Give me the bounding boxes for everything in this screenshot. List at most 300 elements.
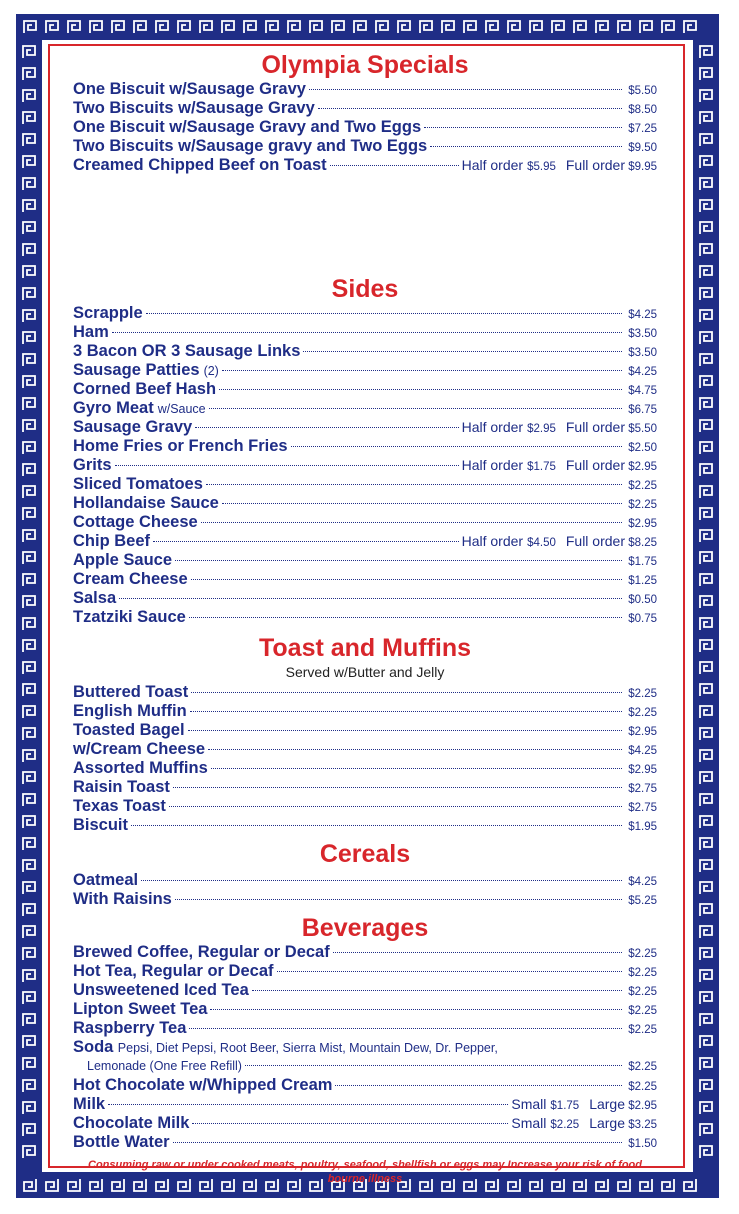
item-name: Scrapple [73,304,143,322]
item-price: $8.50 [628,104,657,116]
item-description-cont: Lemonade (One Free Refill) [87,1059,242,1073]
leader-dots [141,880,622,881]
menu-item-brewed-coffee-regular-or-decaf [73,943,657,962]
leader-dots [175,560,622,561]
greek-key-motif [660,19,676,35]
greek-key-motif [176,1177,192,1193]
greek-key-motif [21,220,37,236]
item-name: 3 Bacon OR 3 Sausage Links [73,342,301,360]
half-order-label: Half order [461,419,524,435]
leader-dots [309,89,622,90]
menu-item-unsweetened-iced-tea [73,981,657,1000]
menu-item-hot-tea-regular-or-decaf [73,962,657,981]
item-price: $2.95 [628,518,657,530]
greek-key-motif [21,594,37,610]
half-order [462,156,625,177]
greek-key-motif [698,902,714,918]
half-order-price: $1.75 [527,461,556,473]
greek-key-motif [698,330,714,346]
small-price: $2.25 [550,1119,580,1131]
item-name: Unsweetened Iced Tea [73,981,249,999]
greek-key-motif [21,484,37,500]
item-name: Raspberry Tea [73,1019,187,1037]
menu-item-raisin-toast [73,778,657,797]
item-price: $2.25 [628,948,657,960]
greek-key-motif [21,968,37,984]
greek-key-motif [21,132,37,148]
greek-key-motif [21,1012,37,1028]
greek-key-motif [550,1177,566,1193]
greek-key-motif [698,220,714,236]
greek-key-motif [698,682,714,698]
greek-key-motif [21,286,37,302]
greek-key-motif [698,308,714,324]
leader-dots [291,446,622,447]
item-name: Oatmeal [73,871,139,889]
greek-key-motif [198,19,214,35]
leader-dots [153,541,459,542]
greek-key-motif [198,1177,214,1193]
item-name: Cottage Cheese [73,513,198,531]
greek-key-motif [21,418,37,434]
greek-key-motif [21,1100,37,1116]
menu-item-3-bacon-or-3-sausage-links [73,342,657,361]
leader-dots [115,465,459,466]
leader-dots [108,1104,508,1105]
item-price: $4.25 [628,366,657,378]
greek-key-motif [698,264,714,280]
leader-dots [252,990,622,991]
leader-dots [131,825,622,826]
item-price: $6.75 [628,404,657,416]
menu-item-salsa [73,589,657,608]
greek-key-motif [21,264,37,280]
greek-key-motif [484,19,500,35]
greek-key-motif [698,1056,714,1072]
item-price: $3.50 [628,347,657,359]
item-name: English Muffin [73,702,187,720]
greek-key-motif [21,1144,37,1160]
greek-key-motif [21,352,37,368]
greek-key-motif [506,19,522,35]
greek-key-motif [21,792,37,808]
large-price: $3.25 [628,1119,657,1131]
menu-item-tzatziki-sauce [73,608,657,627]
item-price: $2.75 [628,783,657,795]
full-order-price: $2.95 [628,461,657,473]
menu-item-biscuit [73,816,657,835]
small-size [511,1114,625,1135]
greek-key-motif [698,924,714,940]
greek-key-motif [698,418,714,434]
menu-content [73,50,657,1185]
greek-key-motif [21,1056,37,1072]
greek-key-motif [242,1177,258,1193]
greek-key-motif [21,616,37,632]
menu-item-assorted-muffins [73,759,657,778]
item-price: $0.75 [628,613,657,625]
large-label: Large [589,1096,625,1112]
beverages-list-2 [73,1076,657,1152]
food-safety-disclaimer: Consuming raw or under cooked meats, poultry, seafood, shellfish or eggs may Increase your risk of food bourne illness [88,1159,642,1185]
small-label: Small [511,1096,547,1112]
greek-key-motif [698,704,714,720]
greek-key-motif [572,1177,588,1193]
item-price: $2.25 [628,1024,657,1036]
item-price: $2.25 [628,688,657,700]
full-order-price: $8.25 [628,537,657,549]
menu-item-creamed-chipped-beef-on-toast [73,156,657,175]
item-name: Soda [73,1038,114,1056]
greek-key-motif [176,19,192,35]
greek-key-motif [21,660,37,676]
leader-dots [192,1123,508,1124]
greek-key-motif [698,286,714,302]
menu-item-soda [73,1038,657,1057]
greek-key-motif [21,572,37,588]
greek-key-motif [21,440,37,456]
greek-key-motif [698,660,714,676]
menu-item-toasted-bagel [73,721,657,740]
greek-key-motif [21,242,37,258]
half-order-price: $4.50 [527,537,556,549]
greek-key-motif [154,1177,170,1193]
greek-key-motif [698,1012,714,1028]
greek-key-motif [220,1177,236,1193]
section-title-toast: Toast and Muffins [258,634,472,662]
leader-dots [208,749,622,750]
greek-key-motif [660,1177,676,1193]
item-name: One Biscuit w/Sausage Gravy and Two Eggs [73,118,422,136]
greek-key-motif [418,1177,434,1193]
leader-dots [190,711,622,712]
greek-key-motif [286,19,302,35]
greek-key-motif [110,1177,126,1193]
greek-key-motif [21,858,37,874]
leader-dots [146,313,622,314]
menu-item-sausage-gravy [73,418,657,437]
greek-key-motif [698,1122,714,1138]
leader-dots [330,165,459,166]
item-name: Creamed Chipped Beef on Toast [73,156,327,174]
greek-key-motif [698,154,714,170]
greek-key-motif [698,462,714,478]
menu-item-oatmeal [73,871,657,890]
item-name: Assorted Muffins [73,759,208,777]
item-price: $2.50 [628,442,657,454]
greek-key-motif [154,19,170,35]
leader-dots [173,1142,622,1143]
leader-dots [209,408,622,409]
item-name: Sausage Gravy [73,418,193,436]
full-order-label: Full order [565,457,625,473]
beverages-list [73,943,657,1038]
greek-key-motif [21,924,37,940]
menu-item-gyro-meat [73,399,657,418]
greek-key-motif [21,704,37,720]
greek-key-motif [21,880,37,896]
leader-dots [189,617,622,618]
item-name: Biscuit [73,816,129,834]
greek-key-motif [110,19,126,35]
greek-key-motif [88,19,104,35]
greek-key-motif [698,792,714,808]
greek-key-motif [21,88,37,104]
menu-item-bottle-water [73,1133,657,1152]
greek-key-motif [682,1177,698,1193]
leader-dots [430,146,622,147]
menu-item-english-muffin [73,702,657,721]
leader-dots [222,503,622,504]
greek-key-motif [308,1177,324,1193]
greek-key-motif [418,19,434,35]
full-order-price: $5.50 [628,423,657,435]
greek-key-motif [132,19,148,35]
full-order-label: Full order [565,157,625,173]
item-description: Pepsi, Diet Pepsi, Root Beer, Sierra Mist, Mountain Dew, Dr. Pepper, [117,1041,498,1055]
item-price: $1.95 [628,821,657,833]
menu-item-lipton-sweet-tea [73,1000,657,1019]
greek-key-motif [21,66,37,82]
leader-dots [303,351,622,352]
half-order-price: $2.95 [527,423,556,435]
full-order-price: $9.95 [628,161,657,173]
greek-key-motif [21,990,37,1006]
greek-key-motif [698,1100,714,1116]
item-name: One Biscuit w/Sausage Gravy [73,80,306,98]
greek-key-motif [698,66,714,82]
leader-dots [219,389,622,390]
greek-key-motif [21,154,37,170]
half-order [462,456,625,477]
greek-key-motif [21,176,37,192]
greek-key-motif [21,726,37,742]
greek-key-motif [21,396,37,412]
item-name: Salsa [73,589,117,607]
section-title-cereals: Cereals [319,840,411,868]
greek-key-motif [698,374,714,390]
greek-key-motif [572,19,588,35]
item-price: $4.25 [628,309,657,321]
full-order-label: Full order [565,533,625,549]
greek-key-motif [21,44,37,60]
item-name: Hot Chocolate w/Whipped Cream [73,1076,333,1094]
greek-key-motif [21,1122,37,1138]
full-order-label: Full order [565,419,625,435]
menu-item-one-biscuit-w-sausage-gravy-and-two-eggs [73,118,657,137]
greek-key-motif [264,1177,280,1193]
item-name: Cream Cheese [73,570,188,588]
item-price: $0.50 [628,594,657,606]
greek-key-motif [698,132,714,148]
greek-key-motif [66,1177,82,1193]
leader-dots [195,427,458,428]
greek-key-motif [698,484,714,500]
greek-key-motif [638,1177,654,1193]
leader-dots [201,522,622,523]
half-order-label: Half order [461,157,524,173]
item-price: $1.25 [628,575,657,587]
greek-key-motif [698,726,714,742]
item-name: Corned Beef Hash [73,380,217,398]
menu-item-two-biscuits-w-sausage-gravy-and-two-eggs [73,137,657,156]
greek-key-motif [308,19,324,35]
item-price: $2.25 [628,1081,657,1093]
sides-list [73,304,657,627]
greek-key-motif [66,19,82,35]
greek-key-motif [21,748,37,764]
menu-item-chocolate-milk [73,1114,657,1133]
item-name: Tzatziki Sauce [73,608,186,626]
greek-key-motif [396,19,412,35]
menu-item-two-biscuits-w-sausage-gravy [73,99,657,118]
item-name: w/Cream Cheese [73,740,206,758]
greek-key-motif [21,1078,37,1094]
menu-item-hot-chocolate-w-whipped-cream [73,1076,657,1095]
item-price: $2.95 [628,764,657,776]
item-name: Apple Sauce [73,551,173,569]
greek-key-motif [21,308,37,324]
leader-dots [191,692,622,693]
item-note: w/Sauce [157,402,206,416]
item-name: Gyro Meat [73,399,154,417]
small-size [511,1095,625,1116]
item-name: Sliced Tomatoes [73,475,203,493]
greek-key-motif [21,462,37,478]
greek-key-motif [374,19,390,35]
greek-key-motif [698,990,714,1006]
greek-key-motif [698,44,714,60]
section-subtitle-toast: Served w/Butter and Jelly [285,664,445,680]
toast-list [73,683,657,835]
greek-key-motif [22,19,38,35]
item-name: Home Fries or French Fries [73,437,288,455]
leader-dots [333,952,622,953]
greek-key-motif [22,1177,38,1193]
leader-dots [173,787,622,788]
section-title-specials: Olympia Specials [261,51,469,79]
item-note: (2) [203,364,219,378]
item-name: Grits [73,456,112,474]
item-name: Hollandaise Sauce [73,494,219,512]
large-label: Large [589,1115,625,1131]
section-title-beverages: Beverages [301,914,429,942]
greek-key-motif [698,176,714,192]
leader-dots [206,484,622,485]
greek-key-motif [462,19,478,35]
item-price: $2.75 [628,802,657,814]
greek-key-motif [698,616,714,632]
item-price: $4.75 [628,385,657,397]
greek-key-motif [506,1177,522,1193]
small-label: Small [511,1115,547,1131]
item-name: Milk [73,1095,106,1113]
greek-key-motif [698,242,714,258]
item-name: With Raisins [73,890,172,908]
greek-key-motif [21,814,37,830]
leader-dots [189,1028,622,1029]
menu-item-one-biscuit-w-sausage-gravy [73,80,657,99]
menu-item-corned-beef-hash [73,380,657,399]
item-price: $3.50 [628,328,657,340]
item-name: Raisin Toast [73,778,170,796]
greek-key-motif [638,19,654,35]
section-title-sides: Sides [331,275,399,303]
item-price: $2.25 [628,707,657,719]
leader-dots [191,579,622,580]
greek-key-motif [550,19,566,35]
menu-item-sliced-tomatoes [73,475,657,494]
greek-key-motif [698,198,714,214]
item-price: $2.95 [628,726,657,738]
item-name: Lipton Sweet Tea [73,1000,208,1018]
greek-key-motif [698,550,714,566]
greek-key-motif [220,19,236,35]
greek-key-motif [44,19,60,35]
large-price: $2.95 [628,1100,657,1112]
greek-key-motif [698,440,714,456]
greek-key-motif [21,374,37,390]
leader-dots [424,127,622,128]
greek-key-motif [440,19,456,35]
greek-key-motif [698,528,714,544]
greek-key-motif [682,19,698,35]
greek-key-motif [330,19,346,35]
item-name: Toasted Bagel [73,721,185,739]
item-price: $1.50 [628,1138,657,1150]
item-price: $5.25 [628,895,657,907]
half-order-price: $5.95 [527,161,556,173]
greek-key-motif [698,770,714,786]
item-price: $4.25 [628,745,657,757]
menu-item-grits [73,456,657,475]
greek-key-motif [286,1177,302,1193]
item-name: Hot Tea, Regular or Decaf [73,962,274,980]
greek-key-motif [21,110,37,126]
item-name: Two Biscuits w/Sausage Gravy [73,99,315,117]
item-name: Texas Toast [73,797,166,815]
greek-key-motif [352,19,368,35]
greek-key-motif [528,1177,544,1193]
greek-key-motif [264,19,280,35]
item-price: $9.50 [628,142,657,154]
greek-key-motif [698,968,714,984]
menu-item-texas-toast [73,797,657,816]
greek-key-motif [440,1177,456,1193]
greek-key-motif [44,1177,60,1193]
item-name: Chocolate Milk [73,1114,190,1132]
greek-key-motif [698,946,714,962]
greek-key-motif [462,1177,478,1193]
leader-dots [112,332,622,333]
greek-key-motif [616,19,632,35]
menu-item-soda-cont [73,1057,657,1076]
greek-key-motif [698,110,714,126]
menu-item-apple-sauce [73,551,657,570]
greek-key-motif [21,902,37,918]
item-price: $1.75 [628,556,657,568]
item-price: $7.25 [628,123,657,135]
greek-key-motif [594,19,610,35]
menu-item-w-cream-cheese [73,740,657,759]
item-price: $2.25 [628,967,657,979]
greek-key-motif [21,946,37,962]
greek-key-motif [698,506,714,522]
leader-dots [169,806,622,807]
greek-key-motif [21,682,37,698]
item-price: $2.25 [628,986,657,998]
menu-item-sausage-patties [73,361,657,380]
